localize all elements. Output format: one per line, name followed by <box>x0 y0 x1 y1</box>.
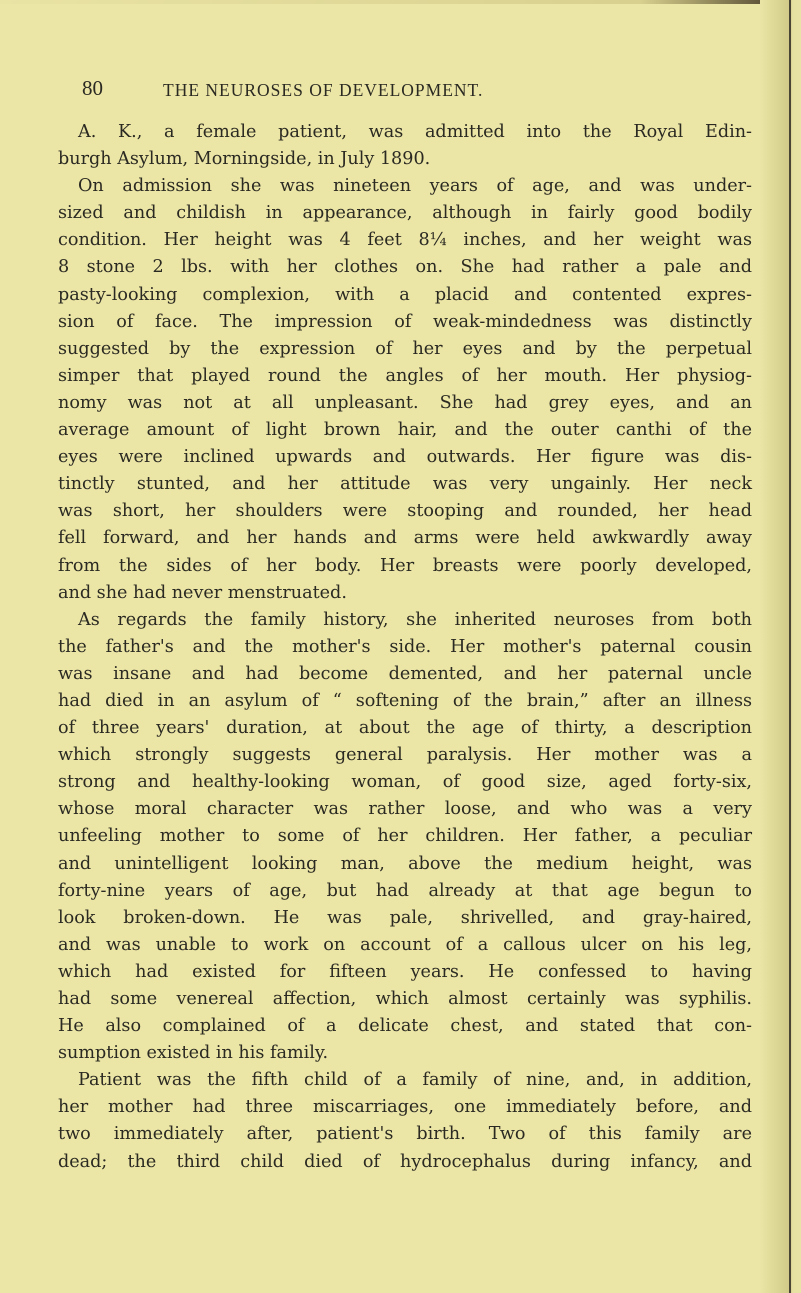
text-line: was short, her shoulders were stooping and rounded, her head <box>58 501 752 522</box>
text-line: unfeeling mother to some of her children. Her father, a peculiar <box>58 826 752 847</box>
text-line: pasty-looking complexion, with a placid and contented expres- <box>58 284 752 305</box>
text-line: He also complained of a delicate chest, and stated that con- <box>58 1016 752 1037</box>
text-line: from the sides of her body. Her breasts were poorly developed, <box>58 555 752 576</box>
book-fore-edge-shadow <box>760 0 801 1293</box>
page-number: 80 <box>82 76 103 100</box>
text-line: average amount of light brown hair, and the outer canthi of the <box>58 420 752 441</box>
text-line: strong and healthy-looking woman, of good size, aged forty-six, <box>58 772 752 793</box>
book-edge-line <box>789 0 791 1293</box>
text-line: look broken-down. He was pale, shrivelled, and gray-haired, <box>58 907 752 928</box>
text-line: Patient was the fifth child of a family of nine, and, in addition, <box>78 1070 752 1091</box>
text-line: which strongly suggests general paralysis. Her mother was a <box>58 745 752 766</box>
text-line: dead; the third child died of hydrocephalus during infancy, and <box>58 1151 752 1172</box>
text-line: her mother had three miscarriages, one immediately before, and <box>58 1097 752 1118</box>
text-line: As regards the family history, she inherited neuroses from both <box>78 609 752 630</box>
text-line: forty-nine years of age, but had already at that age begun to <box>58 880 752 901</box>
text-line: had some venereal affection, which almost certainly was syphilis. <box>58 989 752 1009</box>
page-top-edge <box>0 0 801 4</box>
text-line: sumption existed in his family. <box>58 1043 329 1064</box>
text-line: the father's and the mother's side. Her mother's paternal cousin <box>58 636 752 657</box>
text-line: two immediately after, patient's birth. Two of this family are <box>58 1124 752 1145</box>
text-line: sion of face. The impression of weak-mindedness was distinctly <box>58 311 752 332</box>
running-head: THE NEUROSES OF DEVELOPMENT. <box>163 80 484 100</box>
text-line: was insane and had become demented, and her paternal uncle <box>58 663 752 684</box>
text-line: and she had never menstruated. <box>58 582 347 603</box>
text-line: 8 stone 2 lbs. with her clothes on. She had rather a pale and <box>58 257 752 278</box>
text-line: suggested by the expression of her eyes and by the perpetual <box>58 338 752 359</box>
text-line: which had existed for fifteen years. He confessed to having <box>58 961 752 982</box>
text-line: had died in an asylum of “ softening of the brain,” after an illness <box>58 690 752 711</box>
text-line: nomy was not at all unpleasant. She had grey eyes, and an <box>58 392 752 413</box>
body-text <box>58 119 752 1176</box>
text-line: and was unable to work on account of a callous ulcer on his leg, <box>58 934 752 955</box>
text-line: of three years' duration, at about the age of thirty, a description <box>58 718 752 739</box>
text-line: simper that played round the angles of her mouth. Her physiog- <box>58 365 752 386</box>
text-line: condition. Her height was 4 feet 8¼ inches, and her weight was <box>58 230 752 251</box>
text-line: burgh Asylum, Morningside, in July 1890. <box>58 149 431 170</box>
text-line: eyes were inclined upwards and outwards. Her figure was dis- <box>58 447 752 468</box>
text-line: whose moral character was rather loose, and who was a very <box>58 799 752 820</box>
text-line: fell forward, and her hands and arms were held awkwardly away <box>58 528 752 549</box>
text-line: On admission she was nineteen years of age, and was under- <box>78 176 752 197</box>
text-line: A. K., a female patient, was admitted into the Royal Edin- <box>78 122 752 142</box>
text-line: and unintelligent looking man, above the medium height, was <box>58 853 752 874</box>
text-line: sized and childish in appearance, although in fairly good bodily <box>58 203 752 224</box>
text-line: tinctly stunted, and her attitude was very ungainly. Her neck <box>58 474 752 495</box>
